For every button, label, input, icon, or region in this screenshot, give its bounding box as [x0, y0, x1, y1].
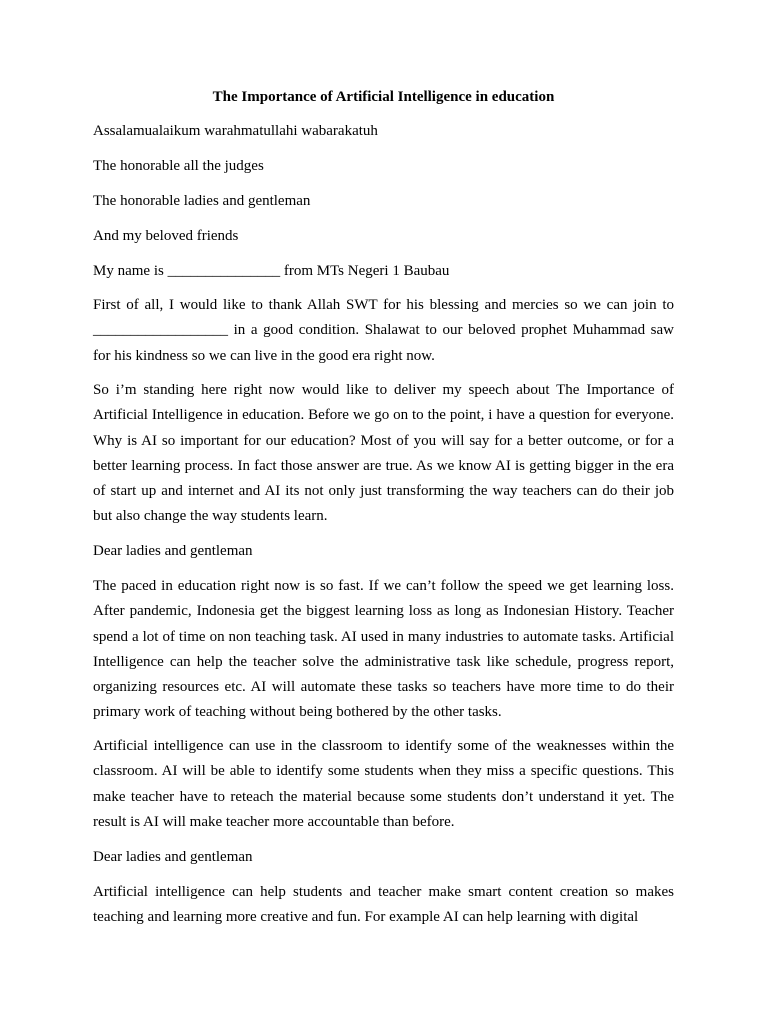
document-title: The Importance of Artificial Intelligence in education — [212, 89, 555, 105]
paragraph-education-pace: The paced in education right now is so fast. If we can’t follow the speed we get learning loss. After pandemic, Indonesia get the biggest learning loss as long as Indonesian History. Teacher spend a lot of time on non teaching task. AI used in many industries to automate tasks. Artificial Intelligence can help the teacher solve the administrative task like schedule, progress report, organizing resources etc. AI will automate these tasks so teachers have more time to do their primary work of teaching without being bothered by the other tasks. — [93, 578, 674, 721]
paragraph-classroom-weakness: Artificial intelligence can use in the classroom to identify some of the weaknesses within the classroom. AI will be able to identify some students when they miss a specific questions. This make teacher have to reteach the material because some students don’t understand it yet. The result is AI will make teacher more accountable than before. — [93, 738, 674, 830]
greeting-line: Assalamualaikum warahmatullahi wabarakatuh — [93, 123, 378, 139]
introduction-line: My name is _______________ from MTs Negeri 1 Baubau — [93, 263, 450, 279]
paragraph-speech-topic: So i’m standing here right now would like to deliver my speech about The Importance of Artificial Intelligence in education. Before we go on to the point, i have a question for everyone. Why is AI so important for our education? Most of you will say for a better outcome, or for a better learning process. In fact those answer are true. As we know AI is getting bigger in the era of start up and internet and AI its not only just transforming the way teachers can do their job but also change the way students learn. — [93, 382, 674, 525]
paragraph-smart-content: Artificial intelligence can help students and teacher make smart content creation so makes teaching and learning more creative and fun. For example AI can help learning with digital — [93, 884, 674, 926]
address-ladies-gentleman-2: Dear ladies and gentleman — [93, 849, 253, 865]
paragraph-thanks: First of all, I would like to thank Allah SWT for his blessing and mercies so we can join to __________________ in a good condition. Shalawat to our beloved prophet Muhammad saw for his kindness so we can live in the good era right now. — [93, 297, 674, 364]
salutation-ladies-gentleman: The honorable ladies and gentleman — [93, 193, 311, 209]
address-ladies-gentleman: Dear ladies and gentleman — [93, 543, 253, 559]
salutation-judges: The honorable all the judges — [93, 158, 264, 174]
salutation-friends: And my beloved friends — [93, 228, 239, 244]
